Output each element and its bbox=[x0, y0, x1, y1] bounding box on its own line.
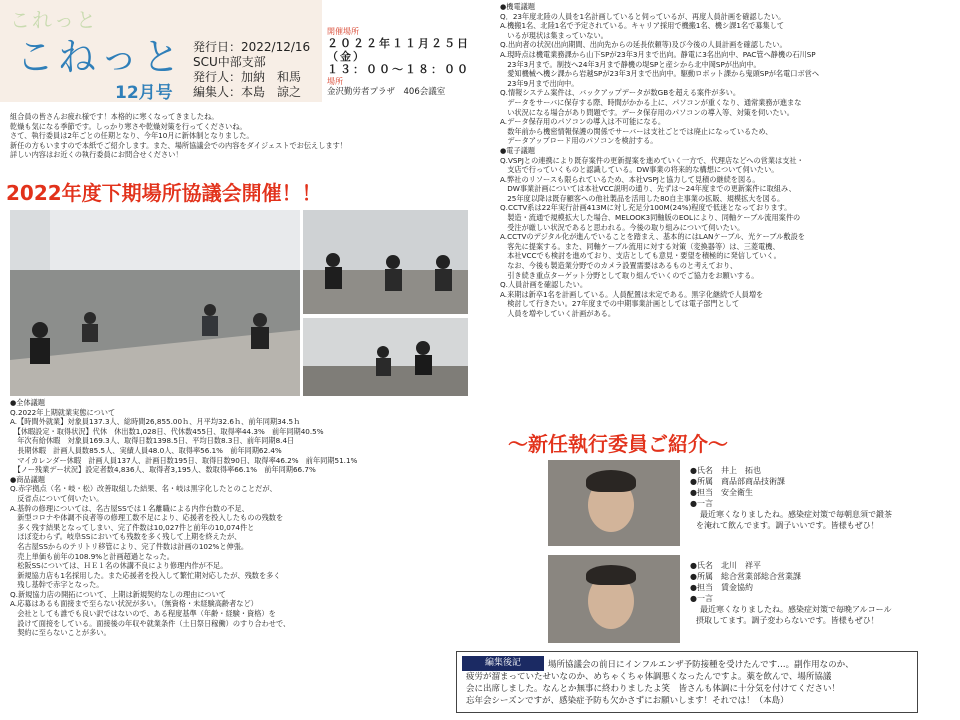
member-word: 摂取してます。調子変わらないです。皆様もぜひ！ bbox=[696, 616, 879, 625]
place-label: 場所 bbox=[327, 77, 343, 86]
body-line: ●機電議題 bbox=[500, 2, 536, 11]
body-line: 松阪SSについては、ＨＥ１名の休講不良により修理内作が不足。 bbox=[10, 561, 228, 571]
body-line: ●全体議題 bbox=[10, 398, 46, 407]
left-column-body bbox=[10, 398, 357, 638]
body-line: い状況になる場合があり問題です。データ保存用のパソコンの導入等、対策を伺いたい。 bbox=[500, 107, 794, 117]
member-word: 最近寒くなりましたね。感染症対策で毎晩アルコール bbox=[700, 605, 892, 614]
intro-line: 新任の方もいますので本紙でご紹介します。また、場所協議会での内容をダイジェストでお伝えします！ bbox=[10, 140, 347, 150]
intro-line: 詳しい内容はお近くの執行委員にお問合せください！ bbox=[10, 150, 183, 160]
date-label: 開催場所 bbox=[327, 27, 359, 36]
meeting-photo-wide bbox=[10, 210, 300, 396]
body-line: ほぼ変わらず。岐阜SSにおいても残数を多く残して上期を終えたが、 bbox=[10, 532, 242, 542]
member-word: 最近寒くなりましたね。感染症対策で毎朝息須で鍛茶 bbox=[700, 510, 892, 519]
member-dept: ●所属 総合営業部総合営業課 bbox=[690, 572, 801, 581]
body-line: 23年3月まで。制技へ24年3月まで静機の堤SPと産シから北中岡SPが出向中。 bbox=[500, 59, 761, 69]
body-line: 長期休暇 計画人員数85.5人、実績人員48.0人、取得率56.1% 前年同期62.4% bbox=[10, 445, 282, 455]
body-line: 【ノー残業デー状況】設定者数4,836人、取得者3,195人、数取得率66.1% 前年同期66.7% bbox=[10, 465, 316, 475]
intro-text bbox=[10, 112, 347, 160]
body-line: 多く残す結果となってしまい、完了件数は10,027件と前年の10,074件と bbox=[10, 522, 255, 532]
body-line: 新型コロナや体調不良者等の修理工数不足により、応援者を投入したものの残数を bbox=[10, 513, 284, 523]
editor: 編集人：本島 諒之 bbox=[193, 85, 302, 99]
body-line: A.基幹の修理については、名古屋SSでは１名離職による内作台数の不足、 bbox=[10, 503, 249, 513]
meeting-photo-right-top bbox=[303, 210, 468, 314]
member-word-label: ●一言 bbox=[690, 594, 713, 603]
body-line: 【休暇設定・取得状況】代休 休出数1,028日、代休数455日、取得率44.3% 前年同期40.5% bbox=[10, 426, 324, 436]
branch-name: SCU中部支部 bbox=[193, 55, 266, 69]
body-line: Q．23年度北陸の人員を1名計画していると伺っているが、再度人員計画を確認したい。 bbox=[500, 11, 786, 21]
body-line: 本社VCCでも検討を進めており、支店としても意見・要望を積極的に発信していく。 bbox=[500, 251, 781, 261]
member-profile-1 bbox=[690, 465, 892, 531]
body-line: Q.2022年上期就業実態について bbox=[10, 407, 116, 417]
body-line: Q.CCTV系は22年実行計画413Mに対し充足分100M(24%)程度で低迷となっております。 bbox=[500, 203, 792, 213]
body-line: Q.新規協力店の開拓について、上期は新規契約なしの理由について bbox=[10, 589, 226, 599]
body-line: A.来期は新卒1名を計画している。人員配置は未定である。黒字化継続で人員増を bbox=[500, 289, 764, 299]
member-dept: ●所属 商品部商品技術課 bbox=[690, 477, 785, 486]
meeting-room-image bbox=[303, 318, 468, 396]
publisher: 発行人：加納 和馬 bbox=[193, 70, 302, 84]
body-line: A.CCTVのデジタル化が進んでいることを踏まえ、基本的にはLANケーブル、光ケーブル敷設を bbox=[500, 232, 805, 242]
body-line: 25年度以降は既存顧客への他社製品を活用した80自主事業の拡販、規模拡大を図る。 bbox=[500, 193, 785, 203]
body-line: 人員を増やしていく計画がある。 bbox=[500, 309, 616, 318]
body-line: Q.VSPJとの連携により既存案件の更新提案を進めていく一方で、代理店などへの営業は支社・ bbox=[500, 155, 804, 165]
meeting-date: ２０２２年１１月２５日（金） bbox=[327, 37, 470, 63]
postscript-line: 忘年会シーズンですが、感染症予防も欠かさずにお願いします！それでは！（本島） bbox=[466, 696, 789, 706]
body-line: 会社としても誰でも良い訳ではないので、ある程度基準（年齢・経験・資格）を bbox=[10, 609, 276, 619]
meeting-place: 金沢勤労者プラザ 406会議室 bbox=[327, 87, 446, 97]
body-line: 支店で行っていくものと認識している。DW事業の将来的な構想について伺いたい。 bbox=[500, 165, 779, 175]
postscript-line: 疲労が溜まっていたせいなのか、めちゃくちゃ体調悪くなったんですよ。薬を飲んで、場所協議 bbox=[466, 672, 832, 682]
member-profile-2 bbox=[690, 560, 892, 626]
body-line: なお、今後も製造業分野でのカメラ設置需要はあるものと考えており、 bbox=[500, 261, 738, 271]
logo-ghost-text: これっと bbox=[10, 8, 98, 32]
issue-label: 12月号 bbox=[115, 83, 173, 103]
masthead bbox=[0, 0, 322, 102]
meeting-photo-right-bottom bbox=[303, 318, 468, 396]
body-line: 愛知機械へ機シ課から岩越SPが23年3月まで出向中。駆動ロボット課から鬼頭SPが名電口ボ営へ bbox=[500, 69, 820, 79]
body-line: Q.出向者の状況(出向期間、出向先からの延長依頼等)及び今後の人員計画を確認したい。 bbox=[500, 40, 787, 50]
body-line: Q.赤字拠点（名・岐・松）改善取組した結果、名・岐は黒字化したとのことだが、 bbox=[10, 484, 277, 494]
body-line: 客先に提案する。また、同軸ケーブル流用に対する対策（変換器等）は、三菱電機、 bbox=[500, 241, 780, 251]
body-line: いるが現状は集まっていない。 bbox=[500, 30, 608, 40]
publish-date: 発行日：2022/12/16 bbox=[193, 40, 311, 54]
body-line: データをサーバに保存する際、時間がかかる上に、パソコンが重くなり、通常業務が進まな bbox=[500, 97, 802, 107]
body-line: A.応募はあるも面接まで至らない状況が多い。（無資格・未経験高齢者など） bbox=[10, 599, 258, 609]
body-line: A.【時間外就業】対象員137.3人、総時間26,855.00ｈ、月平均32.6ｈ、前年同期34.5ｈ bbox=[10, 417, 301, 427]
body-line: 新規協力店も1名採用した。また応援者を投入して繁忙期対応したが、残数を多く bbox=[10, 570, 281, 580]
body-line: 23年9月まで出向中。 bbox=[500, 78, 579, 88]
body-line: ●商品議題 bbox=[10, 474, 46, 484]
new-members-headline: ～新任執行委員ご紹介～ bbox=[508, 432, 728, 456]
body-line: A.現時点は機電業務課から山下SPが23年3月まで出向。静電に3名出向中、PAC管へ静機の石川SP bbox=[500, 49, 816, 59]
body-line: 検討して行きたい。27年度までの中期事業計画としては電子部門として bbox=[500, 299, 740, 309]
newsletter-logo: こねっと bbox=[16, 35, 185, 79]
body-line: 受注が厳しい状況であると思われる。今後の取り組みについて伺いたい。 bbox=[500, 222, 745, 232]
postscript-label: 編集後記 bbox=[462, 656, 544, 671]
body-line: A.データ保存用のパソコンの導入は不可能になる。 bbox=[500, 117, 666, 127]
right-column-body bbox=[500, 2, 819, 319]
body-line: 売上単価も前年の108.9%と計画超過となった。 bbox=[10, 551, 174, 561]
member-word-label: ●一言 bbox=[690, 499, 713, 508]
member-photo-2 bbox=[548, 555, 680, 643]
intro-line: 乾燥も気になる季節です。しっかり寒さや乾燥対策を行ってくださいね。 bbox=[10, 121, 247, 131]
meeting-room-image bbox=[10, 210, 300, 396]
venue-info bbox=[327, 26, 497, 106]
member-name: ●氏名 井上 拓也 bbox=[690, 466, 761, 475]
member-word: を淹れて飲んでます。調子いいです。皆様もぜひ！ bbox=[696, 521, 879, 530]
body-line: A.弊社のリソースも限られているため、本社VSPJと協力して見積の継続を図る。 bbox=[500, 174, 760, 184]
member-name: ●氏名 北川 祥平 bbox=[690, 561, 761, 570]
body-line: A.機搬1名、北陸1名で予定されている。キャリア採用で機搬1名、機シ課1名で募集して bbox=[500, 21, 785, 31]
postscript-first-line bbox=[548, 659, 854, 671]
body-line: 数年前から機密情報保護の関係でサーバーは支社ごとでは廃止になっているため、 bbox=[500, 126, 773, 136]
body-line: 設けて面接をしている。面接後の年収や就業条件（土日祭日稼働）のすり合わせで、 bbox=[10, 618, 291, 628]
member-role: ●担当 安全衛生 bbox=[690, 488, 753, 497]
meeting-room-image bbox=[303, 210, 468, 314]
postscript-line: 会に出席しました。なんとか無事に終わりましたよ笑 皆さんも体調に十分気を付けてください！ bbox=[466, 684, 841, 694]
postscript-body bbox=[466, 671, 840, 707]
postscript-line: 場所協議会の前日にインフルエンザ予防接種を受けたんです…。副作用なのか、 bbox=[548, 660, 854, 670]
body-line: ●電子議題 bbox=[500, 145, 536, 155]
member-role: ●担当 賃金協約 bbox=[690, 583, 753, 592]
body-line: 反省点について伺いたい。 bbox=[10, 493, 104, 503]
body-line: 引き続き重点ターゲット分野として取り組んでいくのでご協力をお願いする。 bbox=[500, 270, 759, 280]
intro-line: 組合員の皆さんお疲れ様です！本格的に寒くなってきましたね。 bbox=[10, 112, 219, 121]
body-line: 契約に至らないことが多い。 bbox=[10, 628, 111, 638]
member-photo-1 bbox=[548, 460, 680, 546]
body-line: 残し基幹で赤字となった。 bbox=[10, 580, 104, 590]
body-line: Q.人員計画を確認したい。 bbox=[500, 280, 588, 290]
body-line: DW事業計画については本社VCC説明の通り、先ずは～24年度までの更新案件に取組み、 bbox=[500, 184, 796, 194]
body-line: 名古屋SSからのテリトリ移管により、完了件数は計画の102%と伸張。 bbox=[10, 541, 249, 551]
body-line: マイカレンダー休暇 計画人員137人、計画日数195日、取得日数90日、取得率46.2% 前年同期51.1% bbox=[10, 455, 358, 465]
body-line: 製造・流通で規模拡大した場合、MELOOK3同軸版のEOLにより、同軸ケーブル流用案件の bbox=[500, 213, 801, 223]
meeting-time: １３：００～１８：００ bbox=[327, 63, 470, 76]
intro-line: さて、執行委員は2年ごとの任期となり、今年10月に新体制となりました。 bbox=[10, 131, 254, 141]
body-line: Q.情報システム案件は、バックアップデータが数GBを超える案件が多い。 bbox=[500, 88, 741, 98]
body-line: 年次有給休暇 対象員169.3人、取得日数1398.5日、平均日数8.3日、前年同期8.4日 bbox=[10, 436, 295, 446]
body-line: データアップロード用のパソコンを検討する。 bbox=[500, 136, 658, 146]
main-headline: 2022年度下期場所協議会開催！！ bbox=[6, 181, 322, 205]
